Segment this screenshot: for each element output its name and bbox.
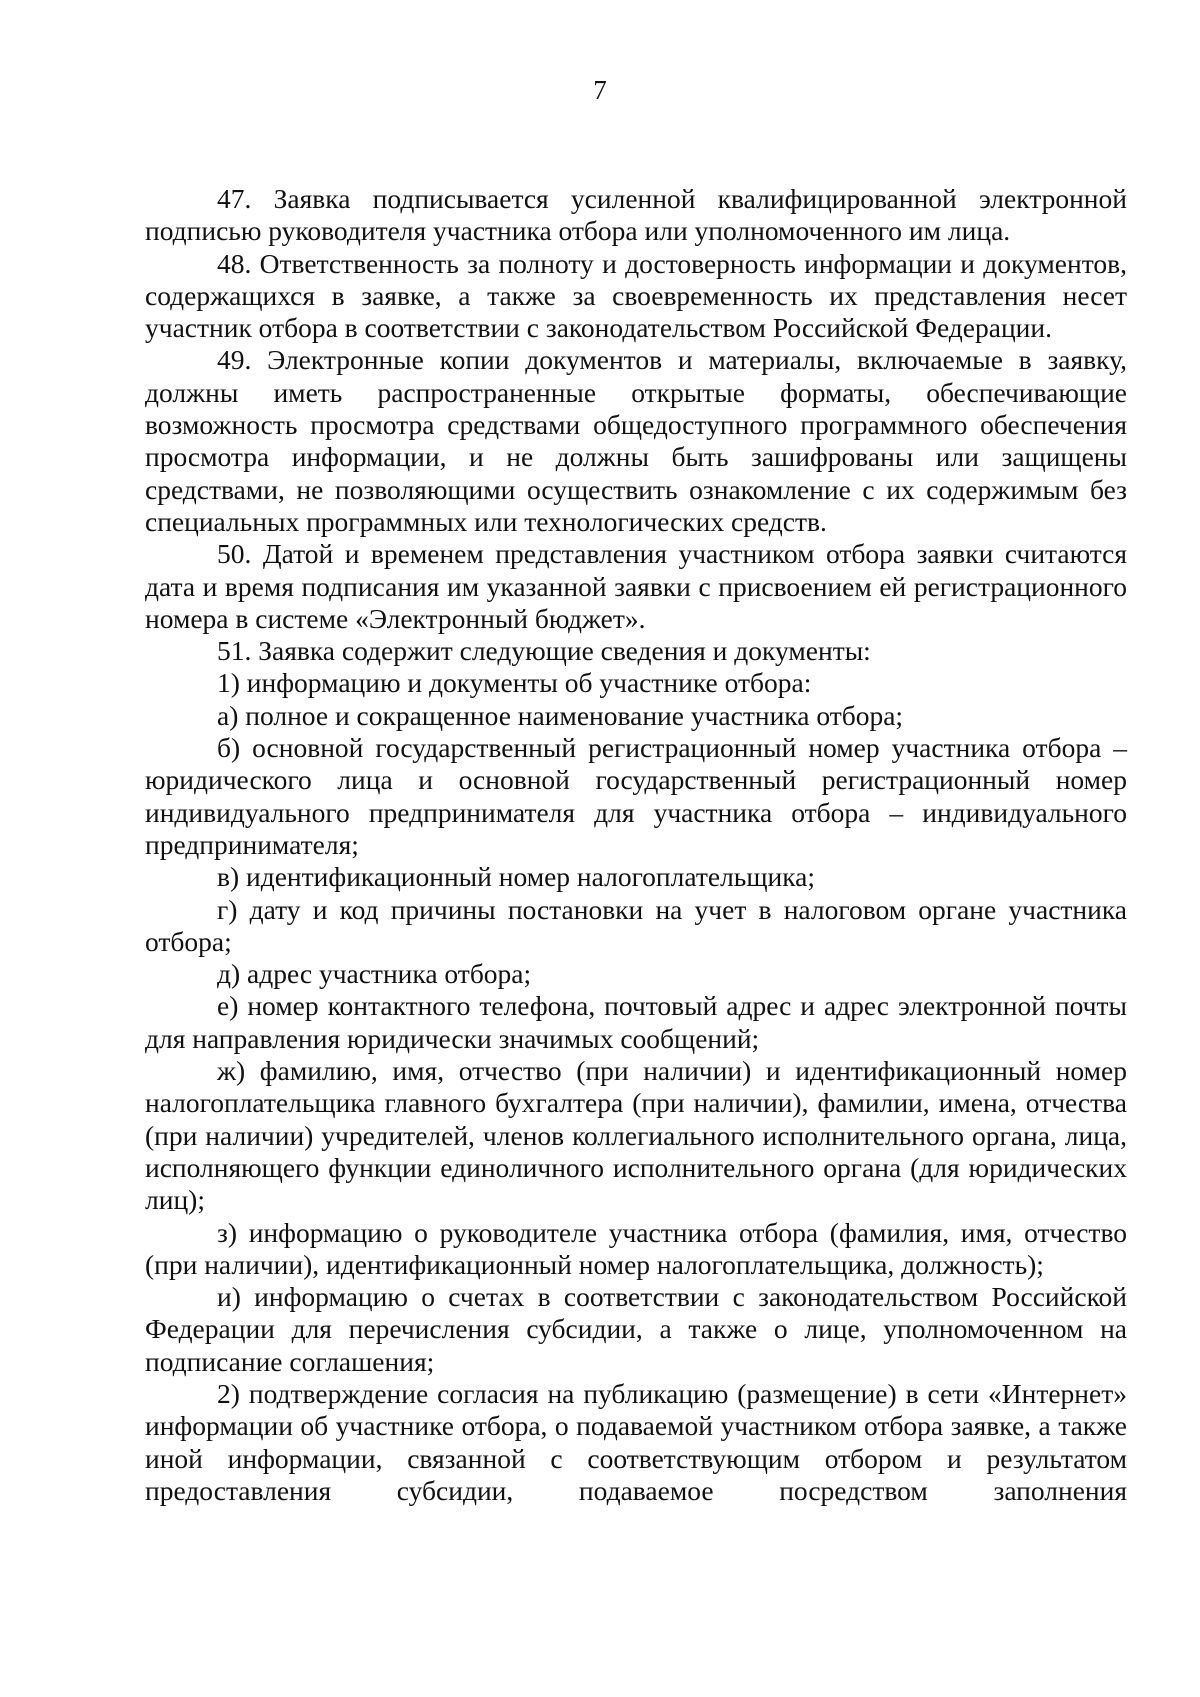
list-item-z: з) информацию о руководителе участника отбора (фамилия, имя, отчество (при наличии), идентификационный номер налогоплательщика, должность); [145,1216,1127,1280]
list-item-2: 2) подтверждение согласия на публикацию (размещение) в сети «Интернет» информации об участнике отбора, о подаваемой участником отбора заявке, а также иной информации, связанной с соответствующим отбором и результатом предоставления субсидии, подаваемое посредством заполнения [145,1377,1127,1506]
document-body [145,183,1127,1507]
list-item-d: д) адрес участника отбора; [217,958,532,990]
list-item-zh: ж) фамилию, имя, отчество (при наличии) и идентификационный номер налогоплательщика главного бухгалтера (при наличии), фамилии, имена, отчества (при наличии) учредителей, членов коллегиального исполнительного органа, лица, исполняющего функции единоличного исполнительного органа (для юридических лиц); [145,1055,1127,1216]
list-item-b: б) основной государственный регистрационный номер участника отбора – юридического лица и основной государственный регистрационный номер индивидуального предпринимателя для участника отбора – индивидуального предпринимателя; [145,732,1127,860]
list-item-i: и) информацию о счетах в соответствии с законодательством Российской Федерации для перечисления субсидии, а также о лице, уполномоченном на подписание соглашения; [145,1281,1127,1377]
paragraph-51: 51. Заявка содержит следующие сведения и документы: [217,635,871,667]
page-number: 7 [593,75,607,105]
paragraph-48: 48. Ответственность за полноту и достоверность информации и документов, содержащихся в заявке, а также за своевременность их представления несет участник отбора в соответствии с законодательством Российской Федерации. [145,247,1127,344]
list-item-1: 1) информацию и документы об участнике отбора: [217,667,812,699]
paragraph-47: 47. Заявка подписывается усиленной квалифицированной электронной подписью руководителя участника отбора или уполномоченного им лица. [145,183,1127,247]
list-item-g: г) дату и код причины постановки на учет в налоговом органе участника отбора; [145,893,1127,957]
list-item-e: е) номер контактного телефона, почтовый адрес и адрес электронной почты для направления юридически значимых сообщений; [145,990,1127,1054]
paragraph-50: 50. Датой и временем представления участником отбора заявки считаются дата и время подписания им указанной заявки с присвоением ей регистрационного номера в системе «Электронный бюджет». [145,538,1127,634]
list-item-v: в) идентификационный номер налогоплательщика; [217,861,816,893]
list-item-a: а) полное и сокращенное наименование участника отбора; [217,699,904,731]
paragraph-49: 49. Электронные копии документов и материалы, включаемые в заявку, должны иметь распространенные открытые форматы, обеспечивающие возможность просмотра средствами общедоступного программного обеспечения просмотра информации, и не должны быть зашифрованы или защищены средствами, не позволяющими осуществить ознакомление с их содержимым без специальных программных или технологических средств. [145,344,1127,537]
